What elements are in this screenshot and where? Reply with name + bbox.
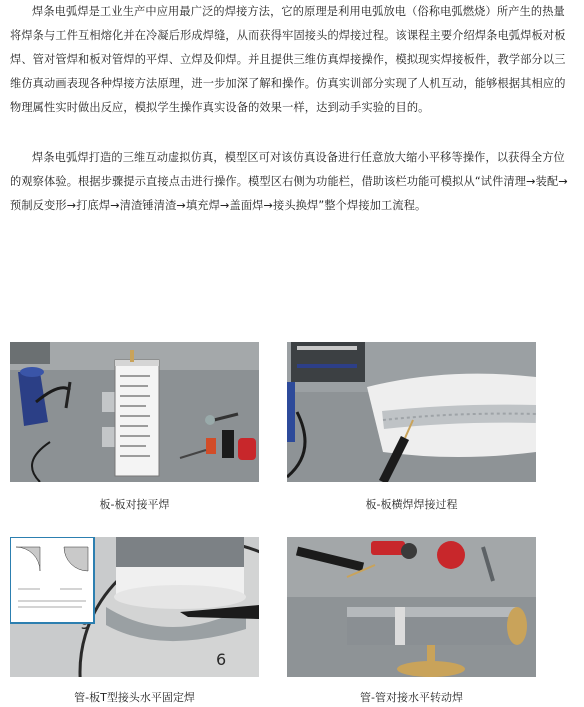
screenshot-pipe-plate-t-joint-weld	[10, 537, 259, 677]
screenshot-plate-butt-flat-weld	[10, 342, 259, 482]
svg-text:6: 6	[216, 650, 227, 669]
screenshot-pipe-rotating-weld	[287, 537, 536, 677]
simulation-paragraph: 焊条电弧焊打造的三维互动虚拟仿真，模型区可对该仿真设备进行任意放大缩小平移等操作，以获得全方位的观察体验。根据步骤提示直接点击进行操作。模型区右侧为功能栏，借助该栏功能可模拟从“试件清理→装配→预制反变形→打底焊→清渣锤清渣→填充焊→盖面焊→接头换焊”整个焊接加工流程。	[10, 151, 568, 212]
intro-paragraph: 焊条电弧焊是工业生产中应用最广泛的焊接方法，它的原理是利用电弧放电（俗称电弧燃烧）所产生的热量将焊条与工件互相熔化并在冷凝后形成焊缝，从而获得牢固接头的焊接过程。该课程主要介绍焊条电弧焊板对板焊、管对管焊和板对管焊的平焊、立焊及仰焊。并且提供三维仿真焊接操作，模拟现实焊接板件，教学部分以三维仿真动画表现各种焊接方法原理，进一步加深了解和操作。仿真实训部分实现了人机互动，能够根据其相应的物理属性实时做出反应，模拟学生操作真实设备的效果一样，达到动手实验的目的。	[10, 5, 566, 114]
caption-pipe-rotating-weld: 管-管对接水平转动焊	[360, 691, 463, 704]
caption-plate-horizontal-weld: 板-板横焊焊接过程	[365, 498, 458, 511]
caption-plate-butt-flat-weld: 板-板对接平焊	[99, 498, 170, 511]
caption-pipe-plate-t-joint-weld: 管-板T型接头水平固定焊	[74, 691, 195, 704]
screenshot-plate-horizontal-weld	[287, 342, 536, 482]
